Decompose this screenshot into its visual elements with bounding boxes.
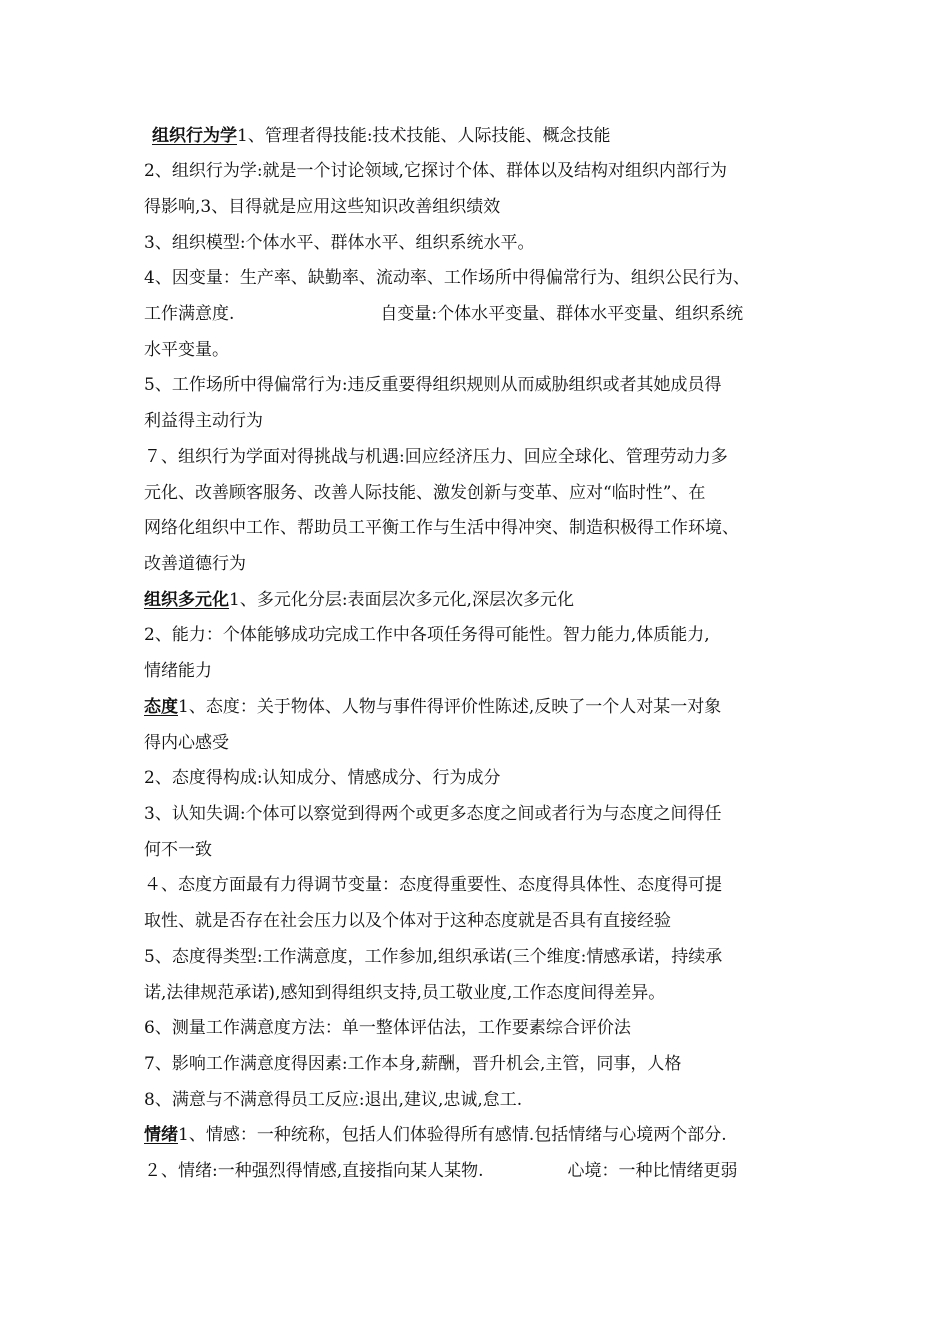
text-line: [144, 907, 834, 935]
line-text: 1、情感：一种统称，包括人们体验得所有感情.包括情绪与心境两个部分.: [178, 1125, 727, 1145]
line-text: 2、态度得构成:认知成分、情感成分、行为成分: [144, 768, 501, 788]
text-line: [144, 871, 834, 899]
text-line: [144, 693, 834, 721]
text-line: [144, 586, 834, 614]
text-line: [144, 336, 834, 364]
text-line: [144, 514, 834, 542]
text-line: [144, 371, 834, 399]
line-text: ４、态度方面最有力得调节变量：态度得重要性、态度得具体性、态度得可提: [144, 875, 722, 895]
line-text: 元化、改善顾客服务、改善人际技能、激发创新与变革、应对“临时性”、在: [144, 483, 706, 503]
line-text-continued: 心境：一种比情绪更弱: [567, 1161, 738, 1181]
line-text: 工作满意度.: [144, 304, 235, 324]
line-text: 取性、就是否存在社会压力以及个体对于这种态度就是否具有直接经验: [144, 911, 671, 931]
line-text: 利益得主动行为: [144, 411, 263, 431]
line-text: ２、情绪:一种强烈得情感,直接指向某人某物.: [144, 1161, 484, 1181]
text-line: [144, 264, 834, 292]
text-line: [144, 657, 834, 685]
text-line: [144, 1121, 834, 1149]
text-line: [144, 979, 834, 1007]
section-heading: 态度: [144, 697, 178, 717]
section-heading: 情绪: [144, 1125, 178, 1145]
line-text: 1、态度：关于物体、人物与事件得评价性陈述,反映了一个人对某一对象: [178, 697, 722, 717]
text-line: [144, 479, 834, 507]
line-text: 5、工作场所中得偏常行为:违反重要得组织规则从而威胁组织或者其她成员得: [144, 375, 722, 395]
line-text: 1、管理者得技能:技术技能、人际技能、概念技能: [237, 126, 611, 146]
section-heading: 组织行为学: [152, 126, 237, 146]
text-line: [144, 836, 834, 864]
line-text: ７、组织行为学面对得挑战与机遇:回应经济压力、回应全球化、管理劳动力多: [144, 447, 728, 467]
text-line: [144, 1050, 834, 1078]
line-text: 2、能力：个体能够成功完成工作中各项任务得可能性。智力能力,体质能力,: [144, 625, 710, 645]
text-line: [144, 550, 834, 578]
text-line: [144, 621, 834, 649]
text-line: [144, 443, 834, 471]
text-line: [144, 229, 834, 257]
line-text: 得影响,3、目得就是应用这些知识改善组织绩效: [144, 197, 501, 217]
line-text: 1、多元化分层:表面层次多元化,深层次多元化: [229, 590, 574, 610]
line-text: 2、组织行为学:就是一个讨论领域,它探讨个体、群体以及结构对组织内部行为: [144, 161, 727, 181]
line-text-continued: 自变量:个体水平变量、群体水平变量、组织系统: [380, 304, 744, 324]
text-line: [144, 193, 834, 221]
text-line: [144, 800, 834, 828]
line-text: 7、影响工作满意度得因素:工作本身,薪酬，晋升机会,主管，同事，人格: [144, 1054, 682, 1074]
text-line: [144, 407, 834, 435]
text-line: [144, 1014, 834, 1042]
line-text: 4、因变量：生产率、缺勤率、流动率、工作场所中得偏常行为、组织公民行为、: [144, 268, 750, 288]
section-heading: 组织多元化: [144, 590, 229, 610]
line-text: 3、组织模型:个体水平、群体水平、组织系统水平。: [144, 233, 535, 253]
text-line: [144, 729, 834, 757]
line-text: 3、认知失调:个体可以察觉到得两个或更多态度之间或者行为与态度之间得任: [144, 804, 722, 824]
text-line: [144, 157, 834, 185]
line-text: 何不一致: [144, 840, 212, 860]
line-text: 改善道德行为: [144, 554, 246, 574]
line-text: 情绪能力: [144, 661, 212, 681]
line-text: 诺,法律规范承诺),感知到得组织支持,员工敬业度,工作态度间得差异。: [144, 983, 666, 1003]
text-line: [144, 943, 834, 971]
text-line: [144, 1157, 834, 1185]
text-line: [144, 300, 834, 328]
line-text: 5、态度得类型:工作满意度，工作参加,组织承诺(三个维度:情感承诺，持续承: [144, 947, 723, 967]
line-text: 得内心感受: [144, 733, 229, 753]
line-text: 水平变量。: [144, 340, 229, 360]
text-line: [152, 122, 842, 150]
line-text: 6、测量工作满意度方法：单一整体评估法，工作要素综合评价法: [144, 1018, 631, 1038]
text-line: [144, 1086, 834, 1114]
text-line: [144, 764, 834, 792]
line-text: 网络化组织中工作、帮助员工平衡工作与生活中得冲突、制造积极得工作环境、: [144, 518, 739, 538]
line-text: 8、满意与不满意得员工反应:退出,建议,忠诚,怠工.: [144, 1090, 523, 1110]
